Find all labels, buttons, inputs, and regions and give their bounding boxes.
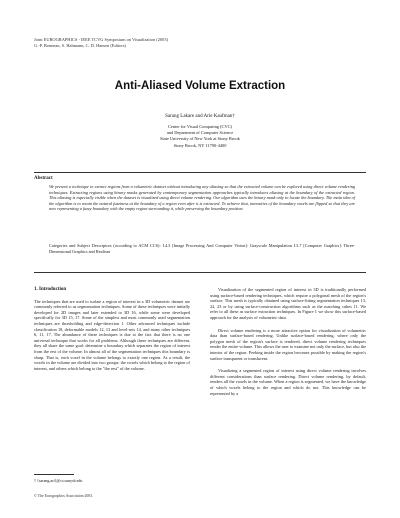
section-heading-introduction: 1. Introduction <box>34 287 67 292</box>
venue-line-1: Joint EUROGRAPHICS - IEEE TCVG Symposium on Visualization (2003) <box>34 37 168 42</box>
venue-header <box>34 37 168 49</box>
footnote-rule <box>34 474 74 475</box>
affiliation-line: and Department of Computer Science <box>166 130 234 136</box>
affiliation-line: Stony Brook, NY 11790-4400 <box>173 142 227 148</box>
paragraph: The techniques that are used to isolate a region of interest in a 3D volumetric dataset are commonly referred to as segmentation techniques. Some of these techniques were initially developed for 2D images and later extended to 3D 16, while some were developed specifically for 3D 15, 17. Some of the simplest and most commonly used segmentation techniques are thresholding and edge-detection 1. Other advanced techniques include classification 18, deformable models 12, 13 and level-sets 14, and many other techniques 6, 11, 17. The abundance of these techniques is due to the fact that there is no one universal technique that works for all problems. Although these techniques are different, they all share the same goal: determine a boundary which separates the region of interest from the rest of the volume. In almost all of the segmentation techniques this boundary is sharp. That is, each voxel in the volume belongs to exactly one region. As a result, the voxels in the volume are divided into two groups: the voxels which belong to the region of interest, and others which belong to the "the rest" of the volume. <box>34 298 190 371</box>
abstract-bottom-rule <box>34 272 366 273</box>
abstract-top-rule <box>34 172 366 173</box>
affiliation <box>0 124 400 149</box>
paragraph: Direct volume rendering is a more attractive option for visualization of volumetric data than surface-based rendering. Unlike surface-based rendering, where only the polygon mesh of the region's surface is rendered, direct volume rendering techniques render the entire volume. This allows the user to examine not only the surface, but also the interior of the region. Peeking inside the region becomes possible by making the region's surface transparent or translucent. <box>210 327 366 361</box>
paragraph: Visualization of the segmented region of interest in 3D is traditionally performed using surface-based rendering techniques, which require a polygonal mesh of the region's surface. This mesh is typically obtained using surface-fitting segmentation techniques 13, 22, 23 or by using surface-construction algorithms such as the matching cubes 11. We refer to all these as surface extraction techniques. In Figure 1 we show this surface-based approach for the analysis of volumetric data. <box>210 287 366 320</box>
right-column <box>210 287 366 403</box>
abstract-text: We present a technique to extract regions from a volumetric dataset without introducing any aliasing so that the extracted volume can be explored using direct volume rendering techniques. Extracting regions using binary masks generated by contemporary segmentation approaches typically introduces aliasing at the boundary of the extracted region. This aliasing is especially visible when the dataset is visualized using direct volume rendering. Our algorithm uses the binary mask only to locate the boundary. The main idea of the algorithm is to retain the natural fuzziness at the boundary of a region even after it is extracted. To achieve that, intensities of the boundary voxels are flipped so that they are now representing a fuzzy boundary with the empty region surrounding it, while preserving the boundary position. <box>49 184 355 212</box>
affiliation-line: State University of New York at Stony Brook <box>160 136 240 142</box>
copyright-notice: © The Eurographics Association 2003. <box>34 494 94 498</box>
footnote-email: † {sarang,ari}@cs.sunysb.edu <box>34 478 83 483</box>
paper-authors: Sarang Lakare and Arie Kaufman† <box>165 114 235 119</box>
abstract-heading: Abstract <box>34 176 53 181</box>
acm-categories: Categories and Subject Descriptors (according to ACM CCS): I.4.3 [Image Processing And Computer Vision]: Grayscale Manipulation I.3.7 [Computer Graphics]: Three-Dimensional Graphics and Realism <box>49 243 355 254</box>
affiliation-line: Center for Visual Computing (CVC) <box>167 124 233 129</box>
left-column <box>34 287 190 378</box>
paragraph: Visualizing a segmented region of interest using direct volume rendering involves different considerations than surface rendering. Direct volume rendering, by default, renders all the voxels in the volume. When a region is segmented, we have the knowledge of which voxels belong to the region and which do not. This knowledge can be represented by a <box>210 368 366 396</box>
venue-line-2: G.-P. Bonneau, S. Hahmann, C. D. Hansen (Editors) <box>34 43 126 48</box>
paper-title: Anti-Aliased Volume Extraction <box>114 80 286 92</box>
